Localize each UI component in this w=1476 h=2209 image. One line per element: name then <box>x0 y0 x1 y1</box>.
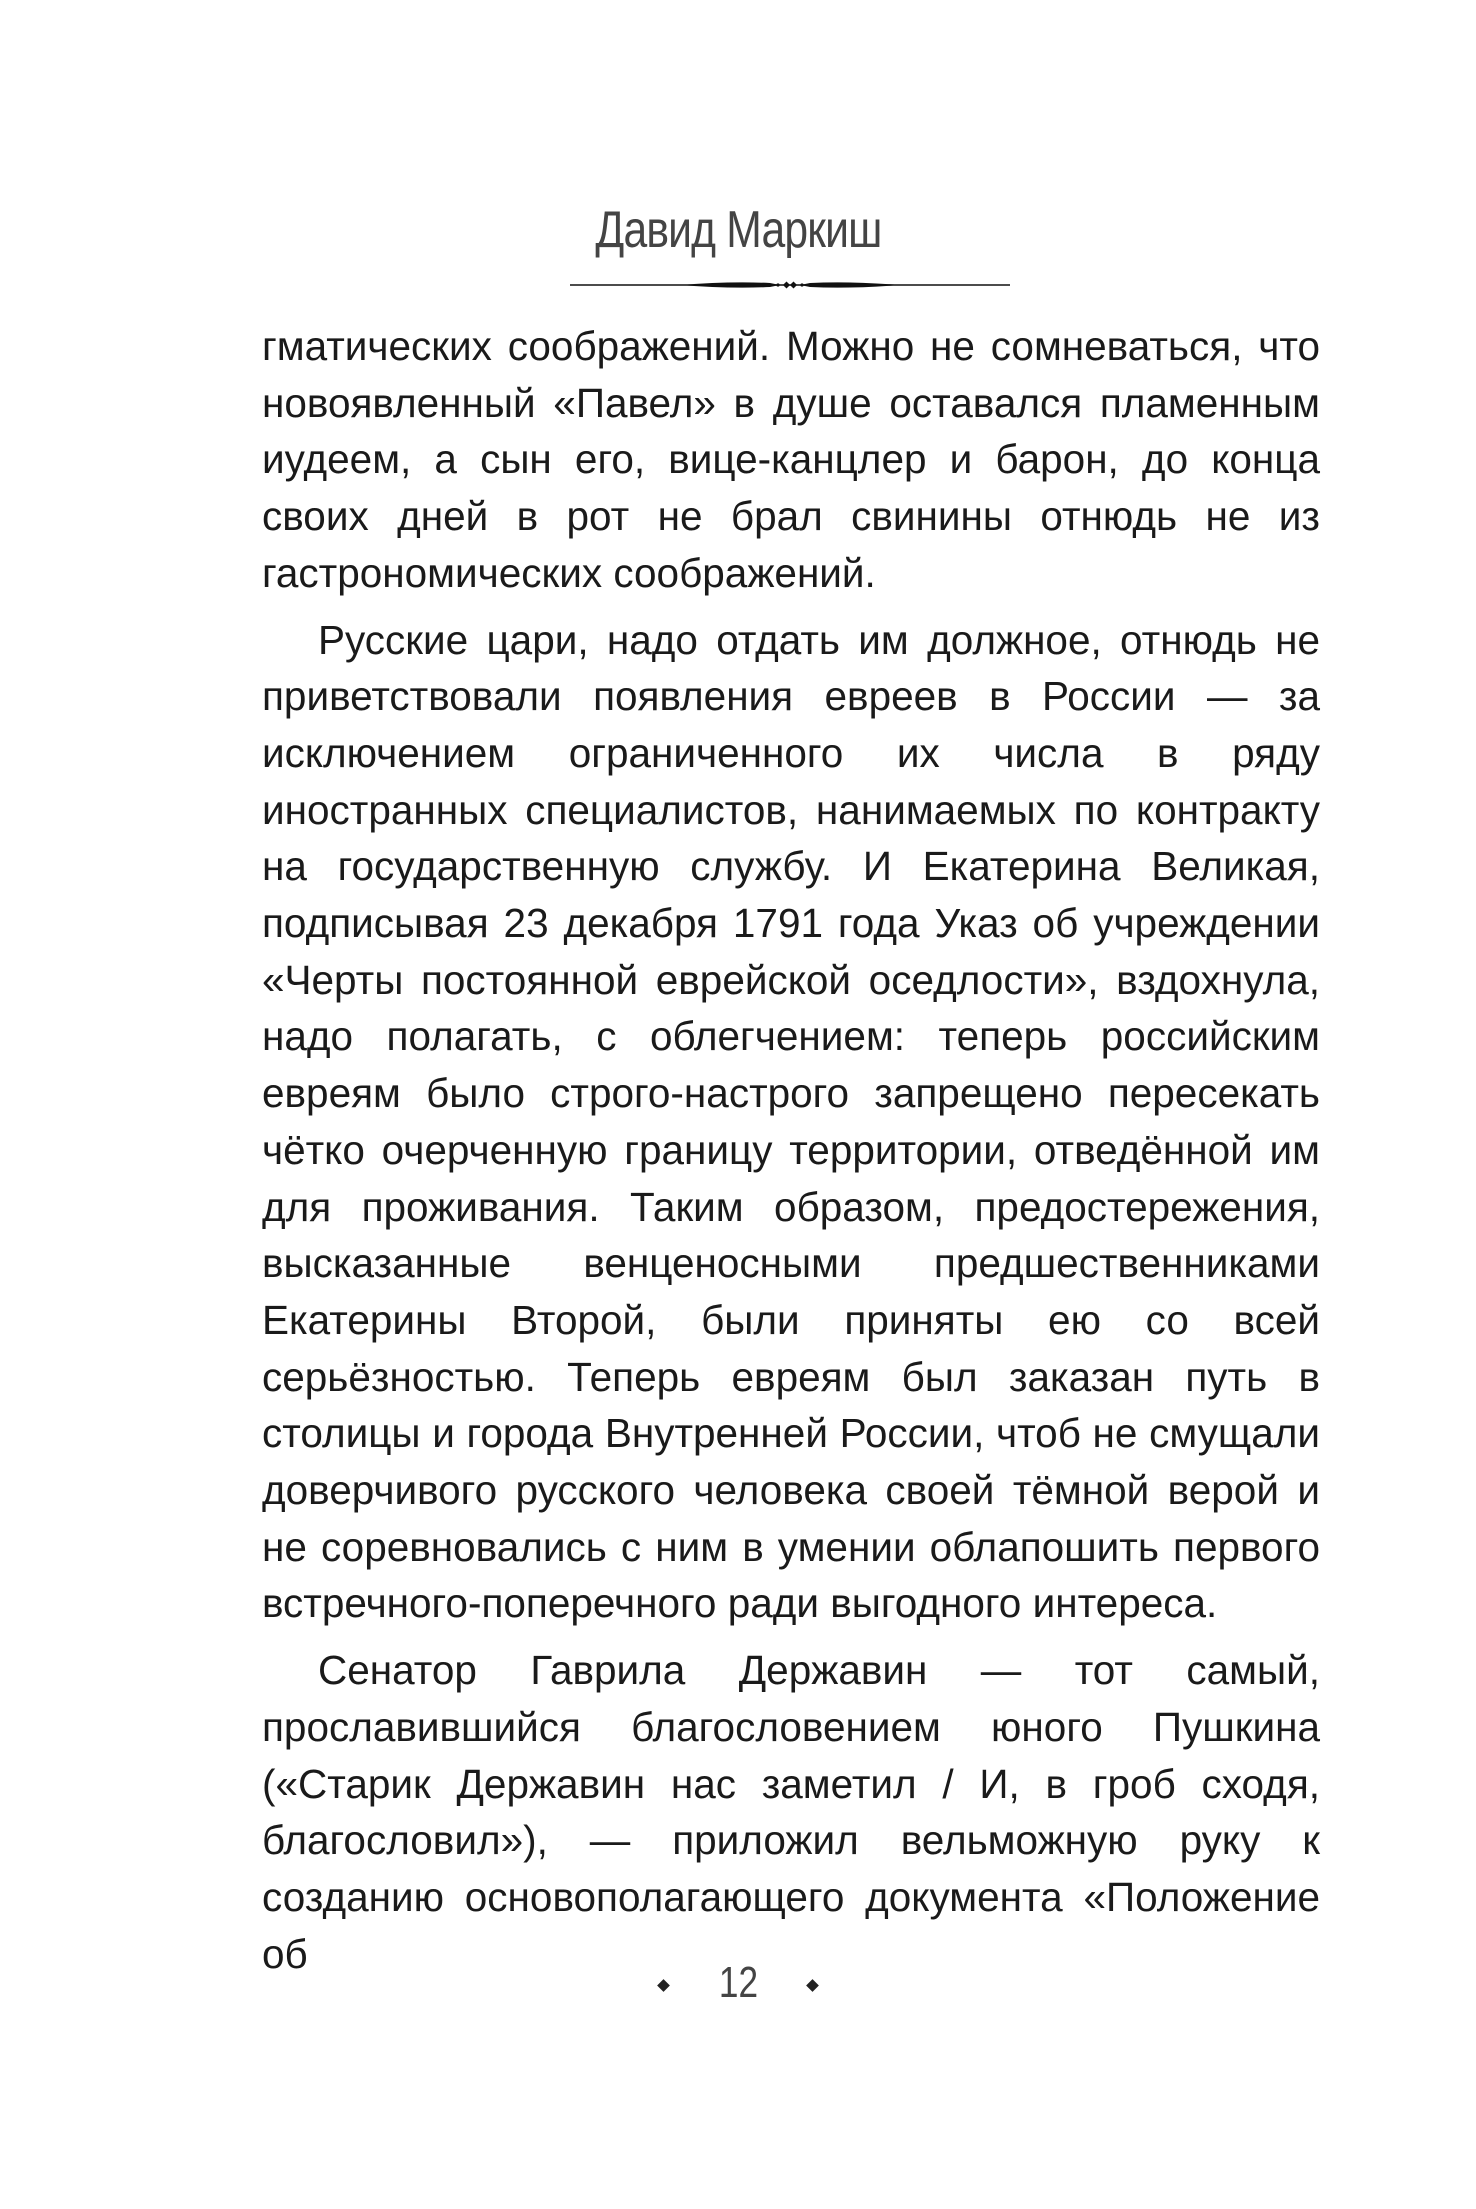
running-header <box>0 200 1476 260</box>
page-number: 12 <box>718 1958 758 2007</box>
author-name: Давид Маркиш <box>594 201 882 259</box>
bullet-icon <box>807 1979 820 1992</box>
page-footer <box>0 1958 1476 2008</box>
paragraph-3: Сенатор Гаврила Державин — тот самый, прославившийся благословением юного Пушкина («Старик Державин нас заметил / И, в гроб сходя, благословил»), — приложил вельможную руку к созданию основополагающего документа «Положение об <box>262 1647 1320 1977</box>
header-ornament-rule <box>570 275 1010 295</box>
paragraph-1: гматических соображений. Можно не сомневаться, что новоявленный «Павел» в душе оставался пламенным иудеем, а сын его, вице-канцлер и барон, до конца своих дней в рот не брал свинины отнюдь не из гастрономических соображений. <box>262 323 1320 596</box>
paragraph-2: Русские цари, надо отдать им должное, отнюдь не приветствовали появления евреев в России — за исключением ограниченного их числа в ряду иностранных специалистов, нанимаемых по контракту на государственную службу. И Екатерина Великая, подписывая 23 декабря 1791 года Указ об учреждении «Черты постоянной еврейской оседлости», вздохнула, надо полагать, с облегчением: теперь российским евреям было строго-настрого запрещено пересекать чётко очерченную границу территории, отведённой им для проживания. Таким образом, предостережения, высказанные венценосными предшественниками Екатерины Второй, были приняты ею со всей серьёзностью. Теперь евреям был заказан путь в столицы и города Внутренней России, чтоб не смущали доверчивого русского человека своей тёмной верой и не соревновались с ним в умении облапошить первого встречного-поперечного ради выгодного интереса. <box>262 616 1320 1627</box>
body-text <box>262 318 1320 1982</box>
bullet-icon <box>657 1979 670 1992</box>
